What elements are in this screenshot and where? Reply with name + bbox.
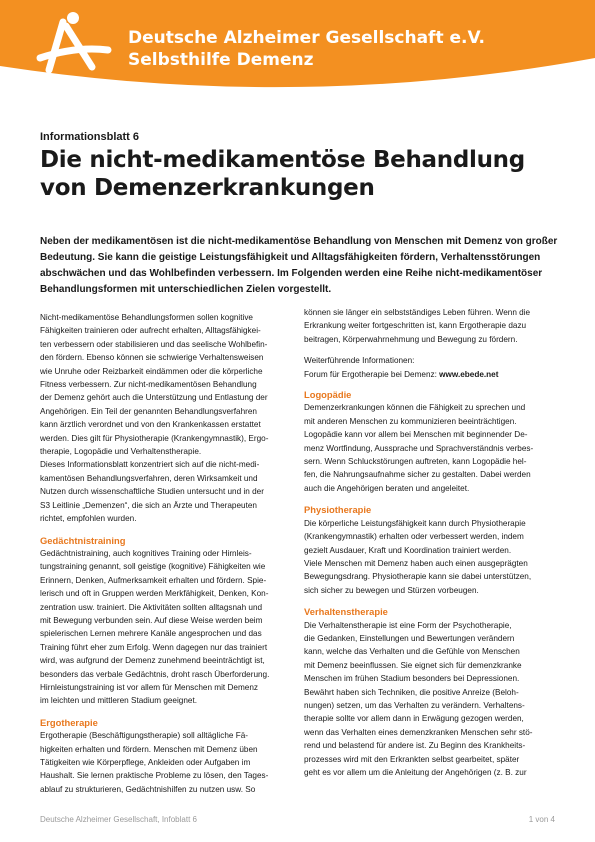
text-line: Viele Menschen mit Demenz haben auch einen ausgeprägten bbox=[304, 558, 528, 568]
verhalten-paragraph bbox=[304, 619, 540, 780]
text-line: nungen) setzen, um das Verhalten zu verändern. Verhaltens- bbox=[304, 700, 525, 710]
text-line: Bewegungsdrang. Physiotherapie kann sie dabei unterstützen, bbox=[304, 572, 532, 582]
text-line: therapie, Logopädie und Verhaltenstherapie. bbox=[40, 447, 202, 457]
text-line: Erinnern, Denken, Aufmerksamkeit erhalten und fördern. Spie- bbox=[40, 575, 267, 585]
text-line: Training führt eher zum Erfolg. Wenn dagegen nur das trainiert bbox=[40, 642, 268, 652]
text-line: der Demenz gehört auch die Unterstützung und Entlastung der bbox=[40, 393, 268, 403]
text-line: Fitness verbessern. Zur nicht-medikamentösen Behandlung bbox=[40, 380, 257, 390]
left-column bbox=[40, 311, 276, 796]
text-line: rend und belastend für andere ist. Zu Beginn des Krankheits- bbox=[304, 741, 526, 751]
header-banner bbox=[0, 0, 595, 95]
document-label: Informationsblatt 6 bbox=[40, 131, 140, 143]
text-line: Erkrankung weiter fortgeschritten ist, kann Ergotherapie dazu bbox=[304, 321, 527, 331]
text-line: wird, was aufgrund der Demenz zunehmend beeinträchtigt ist, bbox=[40, 656, 265, 666]
title-line2: von Demenzerkrankungen bbox=[40, 175, 375, 201]
organization-name bbox=[128, 27, 485, 71]
further-info-heading: Weiterführende Informationen: bbox=[304, 356, 415, 366]
text-line: auch die Angehörigen beraten und angeleitet. bbox=[304, 483, 470, 493]
text-line: die Gedanken, Einstellungen und Bewertungen verändern bbox=[304, 633, 515, 643]
further-info-line bbox=[304, 368, 540, 381]
right-column bbox=[304, 306, 540, 779]
title-line1: Die nicht-medikamentöse Behandlung bbox=[40, 147, 525, 173]
text-line: Hirnleistungstraining ist vor allem für Menschen mit Demenz bbox=[40, 682, 258, 692]
text-line: beitragen, Körperwahrnehmung und Bewegung zu fördern. bbox=[304, 334, 518, 344]
text-line: Fähigkeiten trainieren oder aufrecht erhalten, Alltagsfähigkei- bbox=[40, 326, 261, 336]
text-line: Dieses Informationsblatt konzentriert sich auf die nicht-medi- bbox=[40, 460, 260, 470]
heading-ergotherapie: Ergotherapie bbox=[40, 716, 98, 728]
text-line: gezielt Ausdauer, Kraft und Koordination trainiert werden. bbox=[304, 545, 512, 555]
text-line: S3 Leitlinie „Demenzen“, die sich an Ärzte und Therapeuten bbox=[40, 500, 257, 510]
text-line: kann ärztlich verordnet und von den Krankenkassen erstattet bbox=[40, 420, 261, 430]
text-line: mit anderen Menschen zu kommunizieren beeinträchtigen. bbox=[304, 416, 517, 426]
text-line: lerisch und oft in Gruppen werden Merkfähigkeit, Denken, Kon- bbox=[40, 589, 269, 599]
text-line: den fördern. Ebenso können sie schwierige Verhaltensweisen bbox=[40, 353, 264, 363]
text-line: geht es vor allem um die Anleitung der Angehörigen (z. B. zur bbox=[304, 768, 527, 777]
text-line: besonders das verbale Gedächtnis, droht rasch Überforderung. bbox=[40, 669, 270, 679]
page-title bbox=[40, 146, 525, 202]
logopaedie-paragraph bbox=[304, 401, 540, 495]
text-line: Nicht-medikamentöse Behandlungsformen sollen kognitive bbox=[40, 313, 253, 322]
footer-source: Deutsche Alzheimer Gesellschaft, Infoblatt 6 bbox=[40, 815, 197, 824]
heading-logopaedie: Logopädie bbox=[304, 389, 352, 401]
gedaechtnis-paragraph bbox=[40, 547, 276, 708]
text-line: werden. Dies gilt für Physiotherapie (Krankengymnastik), Ergo- bbox=[40, 433, 269, 443]
ergo-paragraph bbox=[40, 729, 276, 796]
text-line: ablauf zu strukturieren, Gedächtnishilfen zu nutzen usw. So bbox=[40, 784, 256, 794]
ebede-link[interactable]: www.ebede.net bbox=[439, 369, 499, 379]
text-line: können sie länger ein selbstständiges Leben führen. Wenn die bbox=[304, 308, 531, 317]
text-line: fen, die Nahrungsaufnahme sicher zu gestalten. Dabei werden bbox=[304, 470, 531, 480]
text-line: sich sicher zu bewegen und Stürzen vorbeugen. bbox=[304, 585, 479, 595]
further-info bbox=[304, 354, 540, 381]
text-line: tungstraining genannt, soll geistige (kognitive) Fähigkeiten wie bbox=[40, 562, 266, 572]
text-line: (Krankengymnastik) erhalten oder verbessert werden, indem bbox=[304, 532, 524, 542]
heading-verhaltenstherapie: Verhaltenstherapie bbox=[304, 606, 388, 618]
heading-gedaechtnistraining: Gedächtnistraining bbox=[40, 534, 126, 546]
text-line: richtet, empfohlen wurden. bbox=[40, 514, 137, 524]
text-line: wenn das Verhalten eines demenzkranken Menschen sehr stö- bbox=[304, 727, 533, 737]
page-number: 1 von 4 bbox=[528, 815, 555, 824]
text-line: Die körperliche Leistungsfähigkeit kann durch Physiotherapie bbox=[304, 518, 526, 528]
ergo-paragraph-continued bbox=[304, 306, 540, 346]
text-line: sern. Wenn Schluckstörungen auftreten, kann Logopädie hel- bbox=[304, 457, 527, 467]
text-line: therapie sollte vor allem dann in Erwägung gezogen werden, bbox=[304, 714, 524, 724]
text-line: Menschen im frühen Stadium besonders bei Depressionen. bbox=[304, 674, 520, 684]
text-line: Angehörigen. Ein Teil der genannten Behandlungsverfahren bbox=[40, 406, 257, 416]
text-line: kann, welche das Verhalten und die Gefühle von Menschen bbox=[304, 647, 520, 657]
text-line: wie Unruhe oder Reizbarkeit eindämmen oder die körperliche bbox=[40, 366, 263, 376]
text-line: ten verbessern oder stabilisieren und das seelische Wohlbefin- bbox=[40, 339, 268, 349]
physio-paragraph bbox=[304, 517, 540, 597]
text-line: im leichten und mittleren Stadium geeignet. bbox=[40, 696, 198, 706]
text-line: Gedächtnistraining, auch kognitives Training oder Hirnleis- bbox=[40, 548, 252, 558]
text-line: mit Demenz beeinflussen. Sie eignet sich für demenzkranke bbox=[304, 660, 522, 670]
text-line: prozesses wird mit den Erkrankten selbst gearbeitet, später bbox=[304, 754, 520, 764]
text-line: Tätigkeiten wie Körperpflege, Ankleiden oder Aufgaben im bbox=[40, 758, 251, 767]
text-line: mit Bewegung verbunden sein. Auf diese Weise werden beim bbox=[40, 615, 263, 625]
text-line: kamentösen Behandlungsverfahren, deren Wirksamkeit und bbox=[40, 473, 258, 483]
heading-physiotherapie: Physiotherapie bbox=[304, 504, 372, 516]
text-line: menz Wortfindung, Aussprache und Sprachverständnis verbes- bbox=[304, 443, 534, 453]
text-line: Bewährt haben sich Techniken, die positive Anreize (Beloh- bbox=[304, 687, 519, 697]
text-line: Logopädie kann vor allem bei Menschen mit beginnender De- bbox=[304, 430, 528, 440]
text-line: Nutzen durch wissenschaftliche Studien untersucht und in der bbox=[40, 487, 264, 497]
text-line: higkeiten erhalten und fördern. Menschen mit Demenz üben bbox=[40, 744, 258, 754]
org-name-line1: Deutsche Alzheimer Gesellschaft e.V. bbox=[128, 28, 485, 48]
text-line: Haushalt. Sie lernen praktische Probleme zu lösen, den Tages- bbox=[40, 771, 269, 781]
text-line: Die Verhaltenstherapie ist eine Form der Psychotherapie, bbox=[304, 620, 512, 630]
further-info-text: Forum für Ergotherapie bei Demenz: bbox=[304, 369, 440, 379]
lead-paragraph: Neben der medikamentösen ist die nicht-medikamentöse Behandlung von Menschen mit Demenz von großer Bedeutung. Sie kann die geistige Leistungsfähigkeit und Alltagsfähigkeiten fördern, Verhaltensstörungen abschwächen und das Wohlbefinden verbessern. Im Folgenden werden eine Reihe nicht-medikamentöser Behandlungsformen mit unterschiedlichen Zielen vorgestellt. bbox=[40, 236, 558, 295]
text-line: Demenzerkrankungen können die Fähigkeit zu sprechen und bbox=[304, 403, 526, 413]
text-line: Ergotherapie (Beschäftigungstherapie) soll alltägliche Fä- bbox=[40, 731, 248, 741]
intro-paragraph bbox=[40, 311, 276, 526]
org-name-line2: Selbsthilfe Demenz bbox=[128, 50, 314, 70]
text-line: zentration usw. trainiert. Die Aktivitäten sollten alltagsnah und bbox=[40, 602, 263, 612]
text-line: spielerischen Lernen mehrere Kanäle angesprochen und das bbox=[40, 629, 262, 639]
